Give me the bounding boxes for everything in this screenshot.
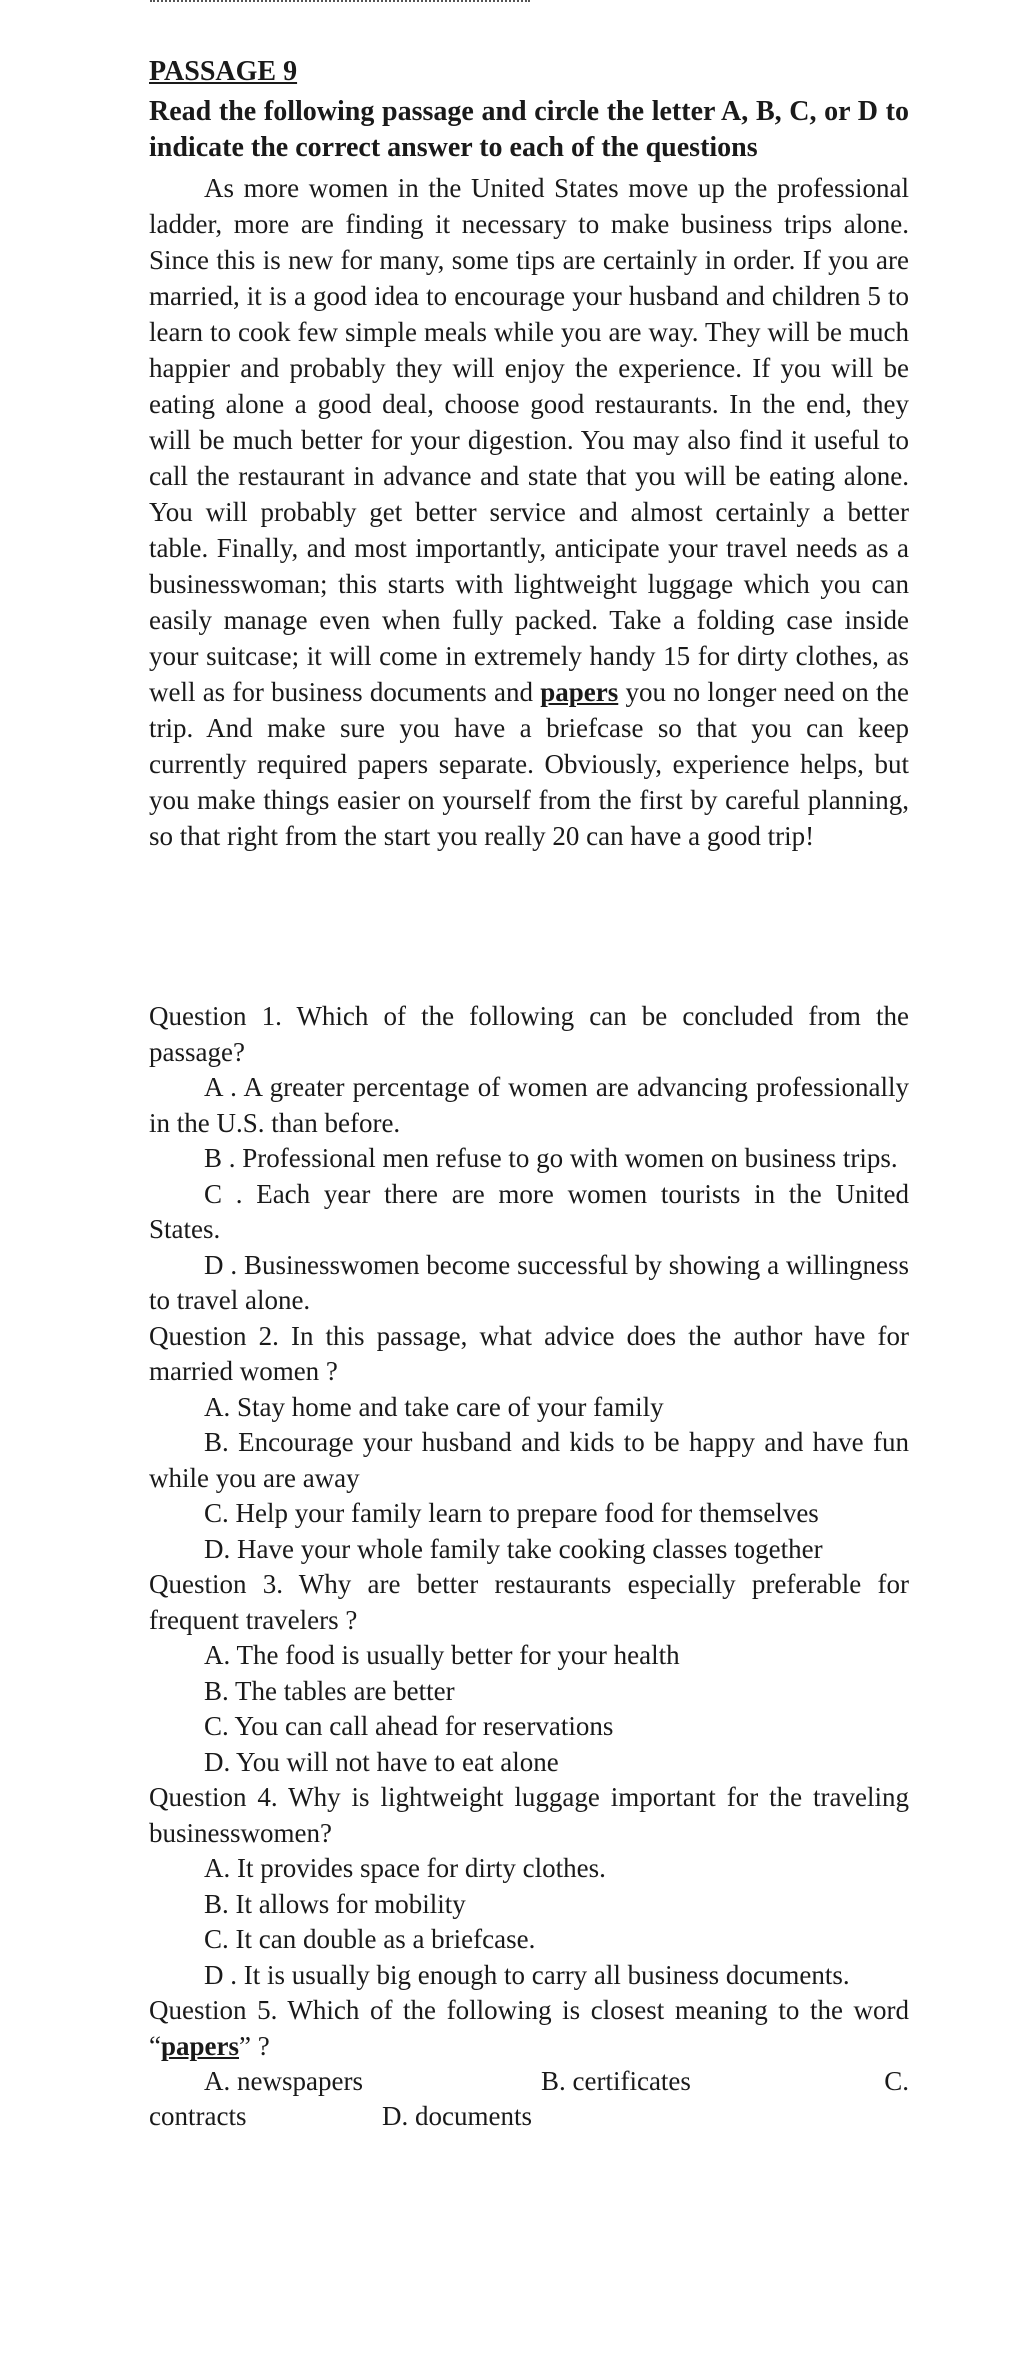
question-4-stem: Question 4. Why is lightweight luggage important for the traveling businesswomen?	[149, 1782, 909, 1848]
question-5-option-d[interactable]: D. documents	[382, 2101, 532, 2131]
dotted-divider	[150, 0, 530, 5]
question-3-option-a[interactable]: A. The food is usually better for your health	[204, 1640, 680, 1670]
passage-text	[149, 170, 909, 854]
question-5-option-b[interactable]: B. certificates	[541, 2066, 691, 2096]
passage-text-before: As more women in the United States move up the professional ladder, more are finding it necessary to make business trips alone. Since this is new for many, some tips are certainly in order. If you are married, it is a good idea to encourage your husband and children 5 to learn to cook few simple meals while you are way. They will be much happier and probably they will enjoy the experience. If you will be eating alone a good deal, choose good restaurants. In the end, they will be much better for your digestion. You may also find it useful to call the restaurant in advance and state that you will be eating alone. You will probably get better service and almost certainly a better table. Finally, and most importantly, anticipate your travel needs as a businesswoman; this starts with lightweight luggage which you can easily manage even when fully packed. Take a folding case inside your suitcase; it will come in extremely handy 15 for dirty clothes, as well as for business documents and	[149, 173, 909, 707]
question-5-stem-before: Question 5. Which of the following is closest meaning to the word “	[149, 1995, 909, 2061]
question-4-option-c[interactable]: C. It can double as a briefcase.	[204, 1924, 536, 1954]
question-5-stem-after: ” ?	[239, 2030, 270, 2061]
question-1-option-d[interactable]: D . Businesswomen become successful by showing a willingness to travel alone.	[149, 1249, 909, 1315]
question-5-options	[149, 2064, 909, 2135]
question-3-stem: Question 3. Why are better restaurants especially preferable for frequent travelers ?	[149, 1569, 909, 1635]
question-2-option-b[interactable]: B. Encourage your husband and kids to be happy and have fun while you are away	[149, 1427, 909, 1493]
instructions: Read the following passage and circle the letter A, B, C, or D to indicate the correct answer to each of the questions	[149, 96, 909, 163]
question-1-option-b[interactable]: B . Professional men refuse to go with women on business trips.	[204, 1143, 898, 1173]
question-2-stem: Question 2. In this passage, what advice does the author have for married women ?	[149, 1320, 909, 1386]
passage-text-after: you no longer need on the trip. And make sure you have a briefcase so that you can keep currently required papers separate. Obviously, experience helps, but you make things easier on yourself from the first by careful planning, so that right from the start you really 20 can have a good trip!	[149, 677, 909, 851]
question-1-option-a[interactable]: A . A greater percentage of women are advancing professionally in the U.S. than before.	[149, 1072, 909, 1138]
question-5-keyword: papers	[160, 2030, 239, 2061]
question-5-option-c-label[interactable]: C.	[884, 2066, 909, 2096]
question-3-option-b[interactable]: B. The tables are better	[204, 1675, 455, 1706]
question-1-stem: Question 1. Which of the following can be concluded from the passage?	[149, 1001, 909, 1067]
question-2-option-c[interactable]: C. Help your family learn to prepare food for themselves	[204, 1498, 819, 1528]
question-5-option-a[interactable]: A. newspapers	[204, 2066, 363, 2096]
question-2-option-a[interactable]: A. Stay home and take care of your family	[204, 1391, 664, 1422]
question-3-option-d[interactable]: D. You will not have to eat alone	[204, 1746, 559, 1777]
question-3-option-c[interactable]: C. You can call ahead for reservations	[204, 1711, 614, 1741]
passage-keyword-papers: papers	[540, 677, 619, 707]
question-1-option-c[interactable]: C . Each year there are more women tourists in the United States.	[149, 1178, 909, 1244]
question-5-stem	[149, 1993, 909, 2064]
questions-section	[149, 999, 909, 2135]
question-4-option-d[interactable]: D . It is usually big enough to carry all business documents.	[204, 1959, 850, 1990]
passage-title: PASSAGE 9	[149, 56, 298, 87]
question-5-option-c-text[interactable]: contracts	[149, 2101, 247, 2131]
question-4-option-b[interactable]: B. It allows for mobility	[204, 1888, 466, 1919]
question-2-option-d[interactable]: D. Have your whole family take cooking classes together	[204, 1533, 823, 1564]
question-4-option-a[interactable]: A. It provides space for dirty clothes.	[204, 1853, 606, 1883]
